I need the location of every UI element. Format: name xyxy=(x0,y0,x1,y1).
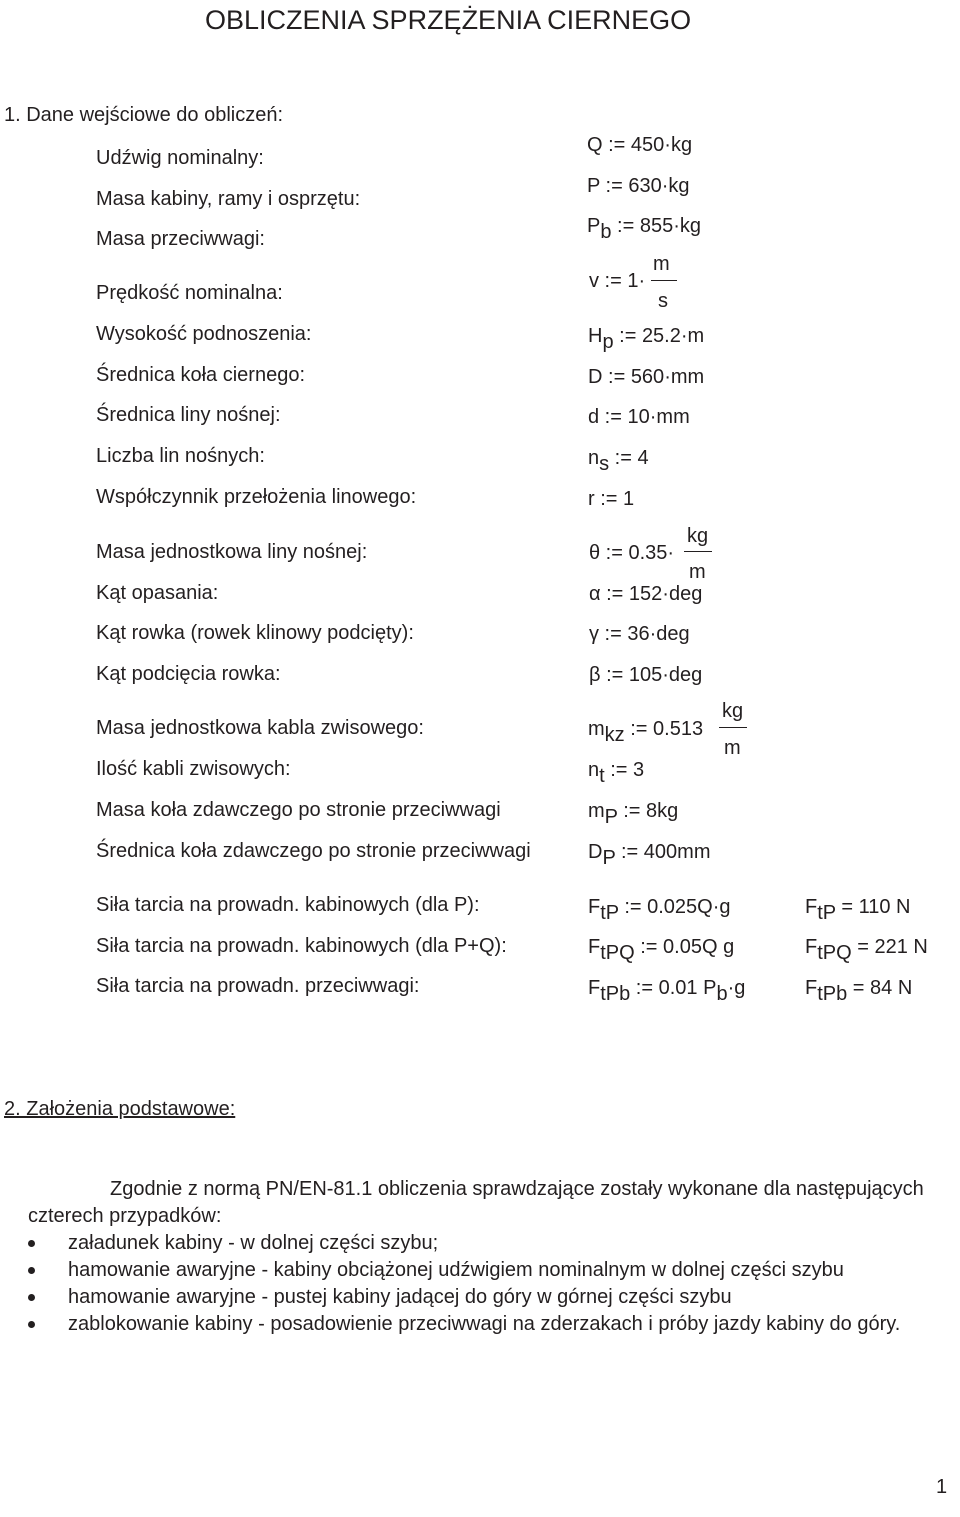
row-label: Średnica koła zdawczego po stronie przeciwwagi xyxy=(96,840,531,862)
unit-denominator: m xyxy=(689,561,706,583)
formula-ftpb: FtPb := 0.01 Pb·g xyxy=(588,977,746,1005)
row-label: Liczba lin nośnych: xyxy=(96,445,265,467)
bullet-item: zablokowanie kabiny - posadowienie przeciwwagi na zderzakach i próby jazdy kabiny do góry. xyxy=(68,1313,901,1335)
formula-mkz: mkz := 0.513 xyxy=(588,718,704,746)
bullet-item: hamowanie awaryjne - kabiny obciążonej udźwigiem nominalnym w dolnej części szybu xyxy=(68,1259,844,1281)
formula-beta: β := 105·deg xyxy=(589,664,703,686)
bullet-item: załadunek kabiny - w dolnej części szybu; xyxy=(68,1232,439,1254)
formula-pb: Pb := 855·kg xyxy=(587,215,701,243)
fraction-line xyxy=(719,727,747,728)
formula-mp: mP := 8kg xyxy=(588,800,679,828)
bullet-icon xyxy=(28,1267,35,1274)
bullet-item: hamowanie awaryjne - pustej kabiny jadącej do góry w górnej części szybu xyxy=(68,1286,732,1308)
formula-gamma: γ := 36·deg xyxy=(589,623,690,645)
friction-label: Siła tarcia na prowadn. przeciwwagi: xyxy=(96,975,420,997)
formula-p: P := 630·kg xyxy=(587,175,690,197)
row-label: Prędkość nominalna: xyxy=(96,282,283,304)
bullet-icon xyxy=(28,1294,35,1301)
formula-theta: θ := 0.35· xyxy=(589,542,675,564)
formula-r: r := 1 xyxy=(588,488,635,510)
page-number: 1 xyxy=(936,1476,948,1498)
formula-ns: ns := 4 xyxy=(588,447,649,475)
formula-q: Q := 450·kg xyxy=(587,134,693,156)
intro-paragraph: Zgodnie z normą PN/EN-81.1 obliczenia sprawdzające zostały wykonane dla następujących czterech przypadków: xyxy=(28,1178,924,1227)
unit-numerator: kg xyxy=(722,700,744,722)
row-label: Współczynnik przełożenia linowego: xyxy=(96,486,417,508)
formula-hp: Hp := 25.2·m xyxy=(588,325,705,353)
formula-d-big: D := 560·mm xyxy=(588,366,705,388)
formula-dp: DP := 400mm xyxy=(588,841,711,869)
formula-ftp: FtP := 0.025Q·g xyxy=(588,896,731,924)
row-label: Wysokość podnoszenia: xyxy=(96,323,312,345)
formula-nt: nt := 3 xyxy=(588,759,645,787)
formula-d-small: d := 10·mm xyxy=(588,406,690,428)
friction-label: Siła tarcia na prowadn. kabinowych (dla P+Q): xyxy=(96,935,507,957)
fraction-line xyxy=(651,280,677,281)
section-1-heading: 1. Dane wejściowe do obliczeń: xyxy=(4,104,284,126)
row-label: Kąt opasania: xyxy=(96,582,219,604)
page-title: OBLICZENIA SPRZĘŻENIA CIERNEGO xyxy=(205,5,692,35)
row-label: Masa przeciwwagi: xyxy=(96,228,265,250)
result-ftp: FtP = 110 N xyxy=(805,896,911,924)
unit-denominator: s xyxy=(658,290,668,312)
row-label: Masa koła zdawczego po stronie przeciwwagi xyxy=(96,799,501,821)
fraction-line xyxy=(684,551,712,552)
row-label: Średnica liny nośnej: xyxy=(96,404,281,426)
row-label: Masa jednostkowa kabla zwisowego: xyxy=(96,717,424,739)
result-ftpq: FtPQ = 221 N xyxy=(805,936,928,964)
bullet-icon xyxy=(28,1321,35,1328)
bullet-icon xyxy=(28,1240,35,1247)
row-label: Masa kabiny, ramy i osprzętu: xyxy=(96,188,361,210)
row-label: Udźwig nominalny: xyxy=(96,147,264,169)
formula-alpha: α := 152·deg xyxy=(589,583,703,605)
row-label: Kąt rowka (rowek klinowy podcięty): xyxy=(96,622,414,644)
section-2-heading: 2. Założenia podstawowe: xyxy=(4,1098,236,1120)
unit-numerator: kg xyxy=(687,525,709,547)
row-label: Średnica koła ciernego: xyxy=(96,364,306,386)
formula-ftpq: FtPQ := 0.05Q g xyxy=(588,936,735,964)
row-label: Kąt podcięcia rowka: xyxy=(96,663,281,685)
unit-denominator: m xyxy=(724,737,741,759)
result-ftpb: FtPb = 84 N xyxy=(805,977,913,1005)
row-label: Masa jednostkowa liny nośnej: xyxy=(96,541,368,563)
formula-v: v := 1· xyxy=(589,270,646,292)
friction-label: Siła tarcia na prowadn. kabinowych (dla P): xyxy=(96,894,480,916)
unit-numerator: m xyxy=(653,253,670,275)
row-label: Ilość kabli zwisowych: xyxy=(96,758,291,780)
